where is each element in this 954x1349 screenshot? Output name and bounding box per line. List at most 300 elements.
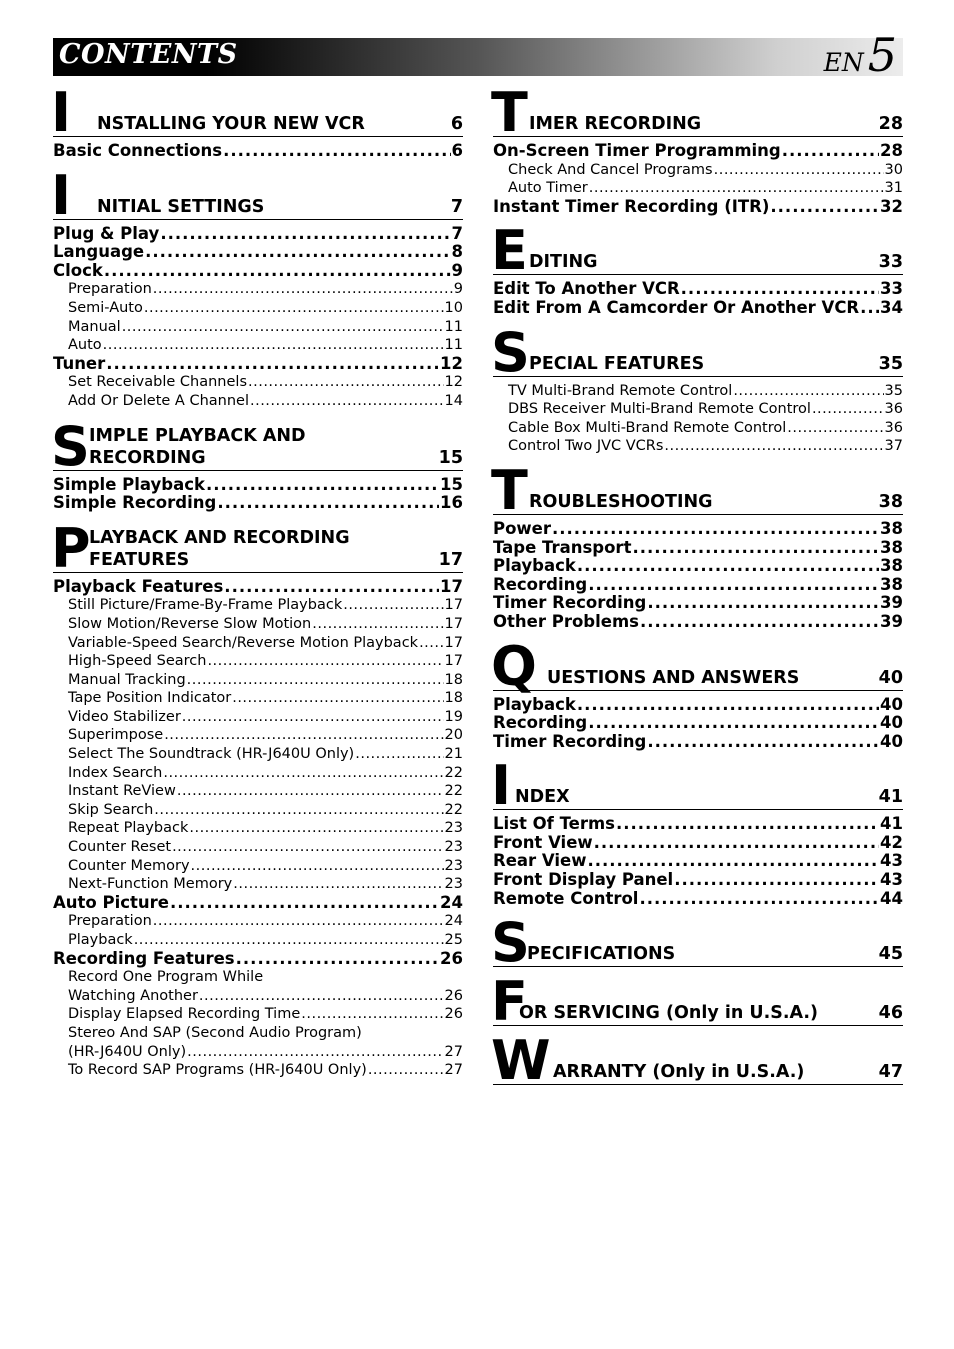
entry-title: Variable-Speed Search/Reverse Motion Playback bbox=[68, 634, 419, 651]
language-code: EN bbox=[823, 48, 864, 77]
dot-leader bbox=[153, 280, 453, 299]
toc-subentry[interactable] bbox=[53, 634, 463, 653]
entry-title: Select The Soundtrack (HR-J640U Only) bbox=[68, 746, 355, 763]
toc-section bbox=[491, 634, 903, 752]
section-title-row bbox=[493, 251, 903, 274]
section-entry-list bbox=[53, 137, 463, 161]
toc-subentry[interactable] bbox=[493, 400, 903, 419]
toc-subentry[interactable] bbox=[493, 419, 903, 438]
entry-page-number: 39 bbox=[880, 593, 903, 613]
entry-page-number: 12 bbox=[440, 353, 463, 373]
dot-leader bbox=[154, 801, 443, 820]
entry-title: Playback bbox=[493, 556, 576, 576]
entry-page-number: 15 bbox=[440, 474, 463, 494]
entry-page-number: 27 bbox=[444, 1062, 463, 1079]
dot-leader bbox=[233, 875, 443, 894]
toc-entry[interactable] bbox=[493, 815, 903, 834]
toc-entry[interactable] bbox=[53, 894, 463, 913]
toc-entry[interactable] bbox=[53, 142, 463, 161]
entry-title: Tape Transport bbox=[493, 537, 632, 557]
entry-title: Video Stabilizer bbox=[68, 708, 181, 725]
entry-page-number: 23 bbox=[444, 839, 463, 856]
entry-page-number: 35 bbox=[884, 382, 903, 399]
section-entry-list bbox=[53, 220, 463, 411]
dot-leader bbox=[312, 615, 443, 634]
toc-entry[interactable] bbox=[53, 494, 463, 513]
entry-title: Other Problems bbox=[493, 611, 639, 631]
dot-leader bbox=[355, 745, 443, 764]
dot-leader bbox=[588, 714, 879, 733]
dot-leader bbox=[674, 871, 879, 890]
entry-title: Record One Program While bbox=[68, 969, 264, 986]
entry-page-number: 23 bbox=[444, 876, 463, 893]
section-title: ARRANTY (Only in U.S.A.) bbox=[553, 1062, 805, 1083]
entry-page-number: 16 bbox=[440, 493, 463, 513]
dot-leader bbox=[103, 336, 444, 355]
section-page-number: 35 bbox=[878, 353, 903, 374]
toc-subentry[interactable] bbox=[53, 299, 463, 318]
toc-subentry[interactable] bbox=[53, 280, 463, 299]
dot-leader bbox=[733, 382, 883, 401]
entry-page-number: 38 bbox=[880, 556, 903, 576]
entry-page-number: 17 bbox=[444, 634, 463, 651]
entry-page-number: 41 bbox=[880, 814, 903, 834]
toc-subentry[interactable] bbox=[53, 819, 463, 838]
entry-page-number: 10 bbox=[444, 299, 463, 316]
section-heading[interactable] bbox=[491, 219, 903, 283]
toc-subentry[interactable] bbox=[53, 708, 463, 727]
section-title-row bbox=[53, 425, 463, 470]
section-initial-letter: Q bbox=[491, 634, 537, 698]
section-page-number: 6 bbox=[450, 114, 463, 134]
toc-entry[interactable] bbox=[493, 539, 903, 558]
section-initial-letter: W bbox=[491, 1029, 551, 1093]
section-initial-letter: S bbox=[51, 414, 90, 478]
toc-subentry[interactable] bbox=[53, 764, 463, 783]
dot-leader bbox=[104, 262, 451, 281]
toc-subentry[interactable] bbox=[53, 782, 463, 801]
entry-title: Remote Control bbox=[493, 888, 639, 908]
toc-section bbox=[491, 320, 903, 456]
dot-leader bbox=[647, 594, 879, 613]
page-number-block bbox=[824, 28, 897, 82]
section-entry-list bbox=[53, 573, 463, 1080]
entry-page-number: 22 bbox=[444, 764, 463, 781]
entry-title: Counter Reset bbox=[68, 839, 172, 856]
dot-leader bbox=[189, 819, 443, 838]
entry-page-number: 17 bbox=[444, 615, 463, 632]
dot-leader bbox=[187, 1043, 443, 1062]
entry-page-number: 6 bbox=[451, 141, 463, 160]
entry-title: Clock bbox=[53, 260, 103, 280]
section-page-number: 47 bbox=[878, 1062, 903, 1083]
toc-entry[interactable] bbox=[493, 576, 903, 595]
dot-leader bbox=[664, 437, 883, 456]
section-title: IMER RECORDING bbox=[529, 114, 702, 134]
toc-entry[interactable] bbox=[493, 871, 903, 890]
dot-leader bbox=[134, 931, 444, 950]
entry-title: Set Receivable Channels bbox=[68, 374, 247, 391]
section-heading[interactable] bbox=[51, 81, 463, 144]
entry-page-number: 17 bbox=[444, 597, 463, 614]
entry-page-number: 19 bbox=[444, 708, 463, 725]
entry-title: Auto Picture bbox=[53, 892, 169, 912]
entry-page-number: 18 bbox=[444, 690, 463, 707]
entry-page-number: 12 bbox=[444, 374, 463, 391]
entry-title: Basic Connections bbox=[53, 141, 223, 160]
entry-title: High-Speed Search bbox=[68, 653, 207, 670]
dot-leader bbox=[787, 419, 883, 438]
toc-subentry[interactable] bbox=[53, 689, 463, 708]
section-title-row bbox=[493, 943, 903, 966]
dot-leader bbox=[177, 782, 444, 801]
dot-leader bbox=[144, 299, 444, 318]
toc-subentry[interactable] bbox=[53, 726, 463, 745]
toc-entry[interactable] bbox=[493, 890, 903, 909]
entry-page-number: 9 bbox=[453, 281, 463, 298]
dot-leader bbox=[577, 557, 879, 576]
entry-title: On-Screen Timer Programming bbox=[493, 141, 781, 160]
entry-title: Plug & Play bbox=[53, 223, 160, 243]
toc-subentry[interactable] bbox=[53, 652, 463, 671]
toc-subentry[interactable] bbox=[493, 179, 903, 198]
toc-section bbox=[491, 81, 903, 216]
section-heading[interactable] bbox=[51, 414, 463, 478]
entry-page-number: 42 bbox=[880, 832, 903, 852]
toc-subentry[interactable] bbox=[53, 1024, 463, 1043]
toc-subentry[interactable] bbox=[493, 161, 903, 180]
entry-page-number: 43 bbox=[880, 851, 903, 871]
entry-title: Stereo And SAP (Second Audio Program) bbox=[68, 1024, 362, 1041]
section-page-number: 33 bbox=[878, 252, 903, 273]
dot-leader bbox=[588, 576, 879, 595]
dot-leader bbox=[199, 987, 444, 1006]
section-title: OR SERVICING (Only in U.S.A.) bbox=[519, 1003, 818, 1024]
toc-subentry[interactable] bbox=[53, 1005, 463, 1024]
entry-title: Timer Recording bbox=[493, 731, 647, 751]
entry-title: (HR-J640U Only) bbox=[68, 1043, 187, 1060]
section-entry-list bbox=[53, 471, 463, 513]
entry-title: Language bbox=[53, 242, 145, 262]
section-entry-list bbox=[493, 691, 903, 752]
entry-page-number: 38 bbox=[880, 518, 903, 538]
toc-entry[interactable] bbox=[53, 262, 463, 281]
toc-subentry[interactable] bbox=[53, 838, 463, 857]
section-entry-list bbox=[493, 137, 903, 216]
section-title-row bbox=[53, 113, 463, 136]
toc-subentry[interactable] bbox=[53, 987, 463, 1006]
section-title-row bbox=[493, 667, 903, 690]
toc-entry[interactable] bbox=[493, 280, 903, 299]
dot-leader bbox=[236, 950, 439, 969]
section-heading[interactable] bbox=[491, 458, 903, 522]
entry-page-number: 36 bbox=[884, 401, 903, 418]
section-title-row bbox=[53, 527, 463, 572]
section-initial-letter: I bbox=[51, 163, 72, 227]
section-initial-letter: S bbox=[491, 320, 530, 384]
dot-leader bbox=[587, 852, 879, 871]
entry-title: Slow Motion/Reverse Slow Motion bbox=[68, 615, 312, 632]
entry-page-number: 8 bbox=[451, 242, 463, 262]
section-title-row bbox=[493, 1002, 903, 1025]
section-heading[interactable] bbox=[491, 754, 903, 818]
section-title-row bbox=[493, 491, 903, 514]
entry-title: Tape Position Indicator bbox=[68, 690, 232, 707]
dot-leader bbox=[681, 280, 879, 299]
entry-title: DBS Receiver Multi-Brand Remote Control bbox=[508, 401, 811, 418]
toc-entry[interactable] bbox=[53, 476, 463, 495]
entry-page-number: 40 bbox=[880, 731, 903, 751]
section-initial-letter: S bbox=[491, 911, 530, 975]
toc-entry[interactable] bbox=[53, 225, 463, 244]
entry-page-number: 43 bbox=[880, 870, 903, 890]
section-title-row bbox=[53, 196, 463, 219]
dot-leader bbox=[368, 1061, 444, 1080]
entry-page-number: 34 bbox=[880, 297, 903, 317]
entry-page-number: 23 bbox=[444, 820, 463, 837]
toc-section bbox=[491, 219, 903, 317]
entry-page-number: 27 bbox=[444, 1043, 463, 1060]
entry-page-number: 36 bbox=[884, 419, 903, 436]
dot-leader bbox=[224, 578, 439, 597]
toc-entry[interactable] bbox=[493, 613, 903, 632]
toc-entry[interactable] bbox=[493, 557, 903, 576]
entry-title: Repeat Playback bbox=[68, 820, 189, 837]
section-initial-letter: F bbox=[491, 970, 528, 1034]
entry-title: Simple Recording bbox=[53, 493, 217, 513]
entry-title: Cable Box Multi-Brand Remote Control bbox=[508, 419, 787, 436]
toc-subentry[interactable] bbox=[53, 968, 463, 987]
dot-leader bbox=[145, 243, 450, 262]
toc-subentry[interactable] bbox=[53, 857, 463, 876]
dot-leader bbox=[343, 596, 443, 615]
dot-leader bbox=[191, 857, 444, 876]
entry-page-number: 24 bbox=[444, 913, 463, 930]
entry-title: Next-Function Memory bbox=[68, 876, 233, 893]
entry-title: Tuner bbox=[53, 353, 106, 373]
section-page-number: 7 bbox=[450, 196, 463, 217]
entry-title: Front View bbox=[493, 832, 593, 852]
entry-page-number: 17 bbox=[444, 653, 463, 670]
entry-title: Recording bbox=[493, 574, 588, 594]
toc-subentry[interactable] bbox=[53, 615, 463, 634]
toc-right-column bbox=[491, 81, 903, 1093]
section-initial-letter: I bbox=[51, 81, 72, 144]
toc-subentry[interactable] bbox=[53, 931, 463, 950]
toc-subentry[interactable] bbox=[53, 745, 463, 764]
dot-leader bbox=[594, 834, 879, 853]
section-title-row bbox=[493, 113, 903, 136]
toc-entry[interactable] bbox=[493, 594, 903, 613]
toc-entry[interactable] bbox=[493, 520, 903, 539]
entry-title: Auto Timer bbox=[508, 180, 588, 197]
entry-title: List Of Terms bbox=[493, 814, 615, 834]
entry-page-number: 23 bbox=[444, 857, 463, 874]
dot-leader bbox=[250, 392, 444, 411]
entry-title: Playback bbox=[493, 694, 576, 714]
section-page-number: 15 bbox=[438, 447, 463, 468]
toc-entry[interactable] bbox=[53, 950, 463, 969]
entry-page-number: 24 bbox=[440, 892, 463, 912]
dot-leader bbox=[106, 355, 439, 374]
entry-page-number: 33 bbox=[880, 279, 903, 299]
toc-subentry[interactable] bbox=[53, 912, 463, 931]
section-heading[interactable] bbox=[491, 911, 903, 975]
dot-leader bbox=[647, 733, 879, 752]
section-entry-list bbox=[493, 810, 903, 908]
section-title: NSTALLING YOUR NEW VCR bbox=[97, 114, 365, 134]
toc-section bbox=[51, 163, 463, 411]
entry-page-number: 11 bbox=[444, 337, 463, 354]
section-initial-letter: T bbox=[491, 458, 528, 522]
entry-page-number: 31 bbox=[884, 180, 903, 197]
section-title: IMPLE PLAYBACK AND RECORDING bbox=[89, 425, 306, 468]
entry-title: Skip Search bbox=[68, 801, 154, 818]
toc-entry[interactable] bbox=[493, 852, 903, 871]
section-heading[interactable] bbox=[491, 81, 903, 144]
entry-title: Timer Recording bbox=[493, 593, 647, 613]
entry-title: Auto bbox=[68, 337, 102, 354]
toc-subentry[interactable] bbox=[53, 1043, 463, 1062]
entry-page-number: 17 bbox=[440, 576, 463, 596]
toc-entry[interactable] bbox=[493, 714, 903, 733]
entry-page-number: 38 bbox=[880, 537, 903, 557]
toc-subentry[interactable] bbox=[53, 318, 463, 337]
dot-leader bbox=[812, 400, 884, 419]
section-title: NDEX bbox=[515, 787, 570, 808]
entry-page-number: 40 bbox=[880, 713, 903, 733]
entry-title: Simple Playback bbox=[53, 474, 205, 494]
entry-title: Front Display Panel bbox=[493, 870, 674, 890]
toc-subentry[interactable] bbox=[493, 382, 903, 401]
entry-title: Rear View bbox=[493, 851, 587, 871]
entry-title: Preparation bbox=[68, 913, 152, 930]
dot-leader bbox=[153, 912, 444, 931]
toc-subentry[interactable] bbox=[53, 801, 463, 820]
toc-subentry[interactable] bbox=[53, 671, 463, 690]
entry-page-number: 26 bbox=[440, 948, 463, 968]
entry-page-number: 30 bbox=[884, 161, 903, 178]
section-page-number: 40 bbox=[878, 667, 903, 688]
dot-leader bbox=[616, 815, 879, 834]
toc-entry[interactable] bbox=[493, 299, 903, 318]
section-title: NITIAL SETTINGS bbox=[97, 196, 265, 217]
section-title: UESTIONS AND ANSWERS bbox=[547, 667, 800, 688]
toc-section bbox=[491, 458, 903, 632]
entry-page-number: 40 bbox=[880, 694, 903, 714]
toc-section bbox=[491, 970, 903, 1034]
dot-leader bbox=[207, 652, 443, 671]
dot-leader bbox=[577, 696, 879, 715]
toc-subentry[interactable] bbox=[493, 437, 903, 456]
dot-leader bbox=[419, 634, 443, 653]
entry-page-number: 32 bbox=[880, 196, 903, 216]
section-page-number: 46 bbox=[878, 1003, 903, 1024]
dot-leader bbox=[632, 539, 879, 558]
section-initial-letter: P bbox=[51, 516, 91, 580]
section-title-row bbox=[493, 353, 903, 376]
toc-entry[interactable] bbox=[53, 355, 463, 374]
dot-leader bbox=[860, 299, 879, 318]
toc-entry[interactable] bbox=[493, 198, 903, 217]
toc-subentry[interactable] bbox=[53, 392, 463, 411]
section-title: PECIAL FEATURES bbox=[529, 353, 705, 374]
dot-leader bbox=[552, 520, 879, 539]
entry-page-number: 7 bbox=[451, 223, 463, 243]
section-initial-letter: T bbox=[491, 81, 528, 144]
toc-subentry[interactable] bbox=[53, 1061, 463, 1080]
section-page-number: 38 bbox=[878, 491, 903, 512]
entry-page-number: 9 bbox=[451, 260, 463, 280]
entry-page-number: 18 bbox=[444, 671, 463, 688]
section-heading[interactable] bbox=[491, 634, 903, 698]
dot-leader bbox=[714, 161, 884, 180]
toc-entry[interactable] bbox=[493, 733, 903, 752]
section-heading[interactable] bbox=[51, 163, 463, 227]
dot-leader bbox=[122, 318, 444, 337]
entry-title: Semi-Auto bbox=[68, 299, 143, 316]
entry-title: Control Two JVC VCRs bbox=[508, 438, 664, 455]
entry-title: Playback bbox=[68, 932, 133, 948]
toc-section bbox=[51, 516, 463, 1080]
toc-subentry[interactable] bbox=[53, 336, 463, 355]
entry-page-number: 38 bbox=[880, 574, 903, 594]
section-heading[interactable] bbox=[51, 516, 463, 580]
toc-subentry[interactable] bbox=[53, 596, 463, 615]
section-title: ROUBLESHOOTING bbox=[529, 491, 713, 512]
entry-title: Playback Features bbox=[53, 576, 224, 596]
entry-title: Instant Timer Recording (ITR) bbox=[493, 196, 770, 216]
section-heading[interactable] bbox=[491, 1029, 903, 1093]
section-title: PECIFICATIONS bbox=[527, 944, 676, 965]
section-title: DITING bbox=[529, 252, 598, 273]
entry-page-number: 22 bbox=[444, 801, 463, 818]
entry-title: Preparation bbox=[68, 281, 152, 298]
dot-leader bbox=[187, 671, 444, 690]
dot-leader bbox=[639, 890, 879, 909]
dot-leader bbox=[163, 764, 443, 783]
entry-title: Power bbox=[493, 518, 551, 538]
toc-entry[interactable] bbox=[53, 578, 463, 597]
toc-section bbox=[491, 911, 903, 975]
dot-leader bbox=[160, 225, 450, 244]
toc-entry[interactable] bbox=[493, 696, 903, 715]
dot-leader bbox=[232, 689, 443, 708]
banner-title: CONTENTS bbox=[59, 39, 238, 70]
entry-title: Recording bbox=[493, 713, 588, 733]
entry-page-number: 37 bbox=[884, 438, 903, 455]
entry-title: Still Picture/Frame-By-Frame Playback bbox=[68, 597, 343, 614]
section-heading[interactable] bbox=[491, 970, 903, 1034]
toc-section bbox=[491, 754, 903, 908]
entry-title: Manual Tracking bbox=[68, 671, 186, 688]
contents-banner bbox=[53, 28, 903, 82]
toc-entry[interactable] bbox=[493, 142, 903, 161]
dot-leader bbox=[301, 1005, 443, 1024]
toc-subentry[interactable] bbox=[53, 373, 463, 392]
entry-title: Check And Cancel Programs bbox=[508, 161, 713, 178]
toc-section bbox=[51, 81, 463, 161]
toc-entry[interactable] bbox=[53, 243, 463, 262]
dot-leader bbox=[589, 179, 884, 198]
toc-subentry[interactable] bbox=[53, 875, 463, 894]
dot-leader bbox=[182, 708, 444, 727]
entry-title: Add Or Delete A Channel bbox=[68, 392, 249, 409]
dot-leader bbox=[206, 476, 439, 495]
toc-entry[interactable] bbox=[493, 834, 903, 853]
section-heading[interactable] bbox=[491, 320, 903, 384]
entry-title: Index Search bbox=[68, 764, 163, 781]
